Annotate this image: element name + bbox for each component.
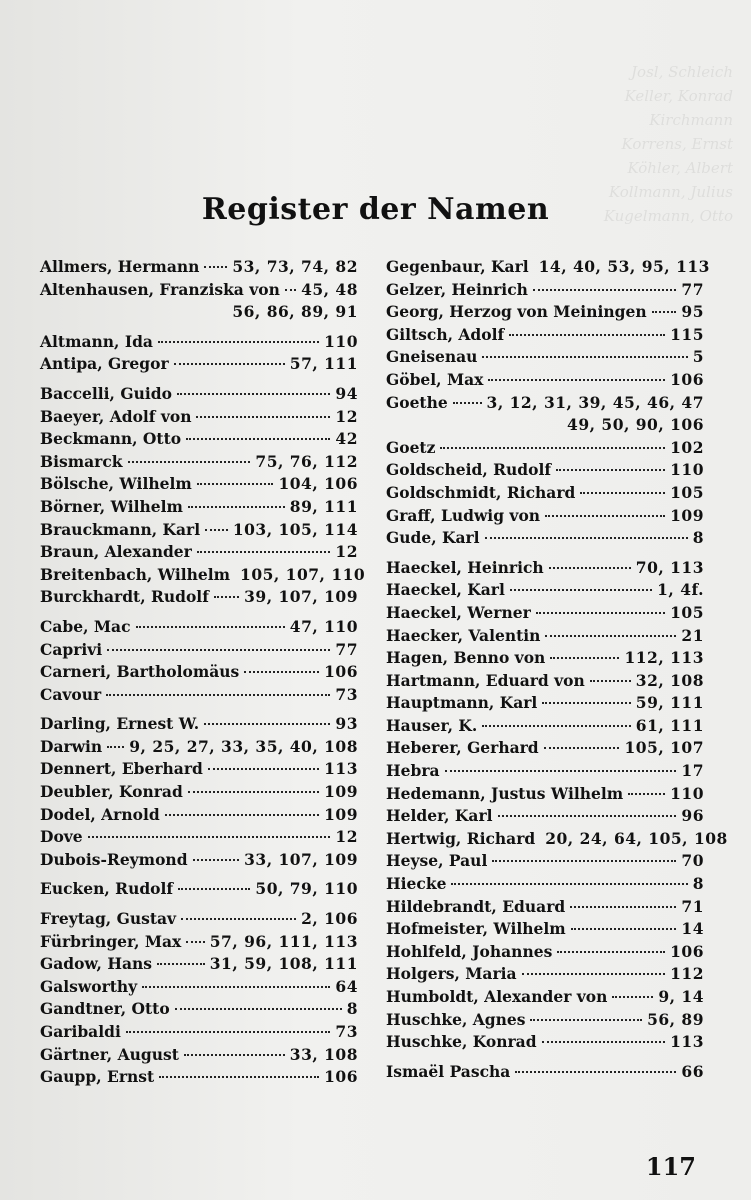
index-entry	[40, 1044, 358, 1067]
leader-dots	[177, 393, 331, 395]
leader-dots	[107, 649, 330, 651]
entry-pages: 109	[324, 782, 358, 802]
entry-pages: 53, 73, 74, 82	[232, 257, 358, 276]
leader-dots	[536, 612, 665, 614]
entry-name: Börner, Wilhelm	[40, 496, 183, 516]
entry-pages: 5	[692, 347, 704, 367]
entry-name: Hauser, K.	[386, 715, 478, 735]
index-entry	[386, 1031, 704, 1054]
index-entry	[40, 519, 358, 542]
entry-name: Haeckel, Heinrich	[386, 557, 544, 577]
entry-name: Georg, Herzog von Meiningen	[386, 302, 647, 322]
entry-name: Graff, Ludwig von	[386, 505, 541, 525]
entry-pages: 66	[681, 1061, 704, 1081]
leader-dots	[181, 918, 296, 920]
leader-dots	[186, 438, 330, 440]
leader-dots	[510, 589, 652, 591]
entry-pages: 8	[692, 874, 704, 894]
leader-dots	[580, 492, 665, 494]
index-entry	[386, 459, 704, 482]
leader-dots	[193, 859, 240, 861]
leader-dots	[509, 334, 665, 336]
entry-pages: 105	[670, 602, 704, 622]
entry-name: Bismarck	[40, 451, 123, 471]
entry-name: Baccelli, Guido	[40, 383, 172, 403]
index-entry	[40, 878, 358, 901]
entry-name: Allmers, Hermann	[40, 257, 200, 276]
index-entry	[40, 1021, 358, 1044]
entry-name: Gude, Karl	[386, 528, 480, 548]
index-entry	[386, 986, 704, 1009]
index-entry	[40, 931, 358, 954]
entry-pages: 14	[681, 919, 704, 939]
index-entry	[386, 670, 704, 693]
index-entry	[386, 482, 704, 505]
index-entry	[40, 758, 358, 781]
index-entry	[386, 1061, 704, 1084]
entry-name: Goldschmidt, Richard	[386, 482, 576, 502]
leader-dots	[544, 747, 620, 749]
index-entry	[40, 804, 358, 827]
leader-dots	[88, 836, 331, 838]
leader-dots	[570, 906, 676, 908]
leader-dots	[549, 567, 631, 569]
index-entry	[386, 346, 704, 369]
entry-name: Dubois-Reymond	[40, 849, 188, 869]
entry-pages: 102	[670, 437, 704, 457]
leader-dots	[498, 815, 677, 817]
entry-pages: 77	[681, 279, 704, 299]
index-entry	[40, 639, 358, 662]
leader-dots	[445, 770, 677, 772]
leader-dots	[142, 986, 330, 988]
entry-name: Cabe, Mac	[40, 616, 131, 636]
index-entry	[386, 369, 704, 392]
entry-pages: 73	[335, 684, 358, 704]
entry-pages: 106	[324, 662, 358, 682]
index-entry	[386, 602, 704, 625]
entry-name: Heyse, Paul	[386, 851, 488, 871]
leader-dots	[159, 1076, 319, 1078]
entry-name: Hauptmann, Karl	[386, 693, 538, 713]
index-entry	[386, 557, 704, 580]
entry-pages-continuation: 56, 86, 89, 91	[232, 302, 358, 322]
index-entry	[40, 953, 358, 976]
leader-dots	[214, 596, 239, 598]
entry-pages: 3, 12, 31, 39, 45, 46, 47	[486, 392, 704, 412]
leader-dots	[204, 266, 227, 268]
entry-name: Hebra	[386, 761, 440, 781]
entry-name: Gaupp, Ernst	[40, 1067, 155, 1087]
leader-dots	[197, 551, 331, 553]
entry-name: Gandtner, Otto	[40, 999, 170, 1019]
entry-name: Hildebrandt, Eduard	[386, 896, 566, 916]
entry-name: Humboldt, Alexander von	[386, 987, 608, 1006]
index-entry	[40, 496, 358, 519]
entry-name: Dennert, Eberhard	[40, 759, 203, 779]
entry-name: Huschke, Agnes	[386, 1009, 526, 1029]
index-entry	[386, 828, 728, 851]
entry-pages: 94	[335, 383, 358, 403]
index-entry	[386, 805, 704, 828]
entry-name: Carneri, Bartholomäus	[40, 662, 240, 682]
leader-dots	[165, 814, 319, 816]
entry-name: Giltsch, Adolf	[386, 324, 505, 344]
index-entry	[386, 625, 704, 648]
entry-name: Breitenbach, Wilhelm	[40, 564, 231, 584]
leader-dots	[188, 506, 285, 508]
entry-pages: 8	[692, 528, 704, 548]
entry-name: Gadow, Hans	[40, 954, 153, 974]
entry-name: Antipa, Gregor	[40, 354, 169, 374]
entry-pages: 106	[670, 941, 704, 961]
index-entry	[40, 713, 358, 736]
entry-name: Bölsche, Wilhelm	[40, 474, 192, 494]
entry-pages: 110	[324, 331, 358, 351]
leader-dots	[542, 702, 630, 704]
leader-dots	[128, 461, 251, 463]
entry-name: Haeckel, Werner	[386, 602, 531, 622]
entry-name: Gärtner, August	[40, 1044, 179, 1064]
entry-pages: 106	[670, 369, 704, 389]
entry-pages: 20, 24, 64, 105, 108	[545, 828, 728, 848]
leader-dots	[208, 768, 319, 770]
index-entry	[40, 684, 358, 707]
leader-dots	[285, 289, 296, 291]
entry-name: Baeyer, Adolf von	[40, 406, 192, 426]
entry-pages: 112, 113	[624, 648, 704, 668]
index-entry	[40, 279, 358, 302]
leader-dots	[550, 657, 619, 659]
leader-dots	[451, 883, 687, 885]
entry-pages: 95	[681, 302, 704, 322]
index-entry	[40, 564, 366, 587]
index-entry	[386, 301, 704, 324]
entry-name: Caprivi	[40, 639, 103, 659]
entry-pages: 106	[324, 1067, 358, 1087]
entry-pages: 12	[335, 827, 358, 847]
entry-name: Hertwig, Richard	[386, 828, 536, 848]
index-entry	[40, 473, 358, 496]
entry-name: Haeckel, Karl	[386, 580, 505, 600]
entry-pages: 77	[335, 639, 358, 659]
leader-dots	[453, 402, 482, 404]
index-entry	[40, 383, 358, 406]
index-column-right	[386, 256, 728, 1083]
index-entry	[40, 428, 358, 451]
leader-dots	[188, 791, 319, 793]
leader-dots	[186, 941, 204, 943]
leader-dots	[106, 694, 330, 696]
index-entry	[386, 692, 704, 715]
entry-name: Goethe	[386, 392, 448, 412]
entry-pages: 109	[670, 505, 704, 525]
index-entry	[40, 736, 358, 759]
entry-pages: 8	[346, 999, 358, 1019]
entry-pages: 47, 110	[289, 616, 358, 636]
entry-pages: 113	[670, 1032, 704, 1052]
index-entry	[386, 941, 704, 964]
entry-name: Hedemann, Justus Wilhelm	[386, 783, 624, 803]
leader-dots	[545, 515, 665, 517]
entry-pages: 70	[681, 851, 704, 871]
leader-dots	[492, 860, 676, 862]
index-entry	[386, 896, 704, 919]
leader-dots	[522, 973, 666, 975]
entry-pages: 12	[335, 406, 358, 426]
index-entry	[40, 541, 358, 564]
leader-dots	[571, 928, 677, 930]
index-entry	[386, 324, 704, 347]
entry-pages: 57, 96, 111, 113	[209, 931, 358, 951]
page-number: 117	[645, 1152, 696, 1181]
entry-name: Holgers, Maria	[386, 964, 517, 984]
entry-pages: 73	[335, 1022, 358, 1041]
index-entry	[386, 850, 704, 873]
index-entry	[386, 737, 704, 760]
entry-pages: 42	[335, 429, 358, 449]
entry-pages: 33, 107, 109	[244, 849, 358, 869]
entry-name: Freytag, Gustav	[40, 909, 177, 929]
leader-dots	[244, 671, 319, 673]
leader-dots	[652, 311, 677, 313]
leader-dots	[196, 416, 330, 418]
index-entry	[386, 963, 704, 986]
index-entry	[40, 908, 358, 931]
entry-name: Hofmeister, Wilhelm	[386, 919, 566, 939]
entry-pages: 105	[670, 482, 704, 502]
entry-name: Gelzer, Heinrich	[386, 279, 528, 299]
leader-dots	[205, 529, 228, 531]
entry-pages: 71	[681, 896, 704, 916]
entry-name: Galsworthy	[40, 976, 138, 996]
entry-pages: 39, 107, 109	[244, 587, 358, 607]
show-through-text: Josl, Schleich Keller, Konrad Kirchmann Korrens, Ernst Köhler, Albert Kollmann, Julius Kugelmann, Otto	[603, 63, 733, 225]
entry-pages: 93	[335, 714, 358, 734]
entry-pages: 21	[681, 625, 704, 645]
entry-pages-continuation: 49, 50, 90, 106	[567, 415, 704, 435]
leader-dots	[612, 996, 653, 998]
leader-dots	[482, 356, 687, 358]
index-entry	[40, 1066, 358, 1089]
leader-dots	[440, 447, 665, 449]
index-entry	[40, 826, 358, 849]
leader-dots	[197, 483, 274, 485]
index-entry	[40, 353, 358, 376]
entry-name: Ismaël Pascha	[386, 1061, 511, 1081]
leader-dots	[530, 1019, 642, 1021]
entry-pages: 96	[681, 806, 704, 826]
entry-pages: 57, 111	[289, 354, 358, 374]
entry-name: Altmann, Ida	[40, 331, 153, 351]
leader-dots	[533, 289, 677, 291]
index-entry	[386, 256, 710, 279]
entry-pages: 103, 105, 114	[232, 519, 358, 539]
entry-name: Gegenbaur, Karl	[386, 257, 529, 276]
entry-pages: 75, 76, 112	[255, 451, 358, 471]
leader-dots	[204, 723, 330, 725]
leader-dots	[126, 1031, 331, 1033]
entry-name: Dove	[40, 827, 83, 847]
entry-name: Göbel, Max	[386, 369, 484, 389]
entry-pages: 109	[324, 804, 358, 824]
entry-pages: 61, 111	[635, 715, 704, 735]
leader-dots	[184, 1054, 285, 1056]
index-entry	[386, 647, 704, 670]
index-entry	[40, 451, 358, 474]
index-entry	[386, 579, 704, 602]
leader-dots	[545, 635, 676, 637]
entry-pages: 31, 59, 108, 111	[209, 954, 358, 974]
index-entry	[40, 256, 358, 279]
index-entry	[386, 279, 704, 302]
index-entry	[386, 783, 704, 806]
index-column-left	[40, 256, 366, 1089]
entry-name: Brauckmann, Karl	[40, 519, 201, 539]
leader-dots	[175, 1008, 342, 1010]
entry-pages: 110	[670, 460, 704, 480]
entry-name: Darling, Ernest W.	[40, 714, 200, 734]
entry-name: Goldscheid, Rudolf	[386, 460, 551, 480]
entry-name: Huschke, Konrad	[386, 1032, 537, 1052]
leader-dots	[174, 363, 285, 365]
entry-pages: 115	[670, 324, 704, 344]
entry-pages: 2, 106	[301, 909, 358, 929]
index-entry	[40, 661, 358, 684]
entry-pages: 104, 106	[278, 474, 358, 494]
entry-name: Gneisenau	[386, 347, 478, 367]
leader-dots	[542, 1041, 666, 1043]
entry-pages: 17	[681, 761, 704, 781]
entry-name: Hohlfeld, Johannes	[386, 941, 553, 961]
index-entry	[40, 781, 358, 804]
entry-name: Heberer, Gerhard	[386, 738, 539, 758]
entry-name: Deubler, Konrad	[40, 782, 183, 802]
entry-name: Hiecke	[386, 874, 447, 894]
index-entry	[386, 918, 704, 941]
entry-name: Garibaldi	[40, 1022, 121, 1041]
entry-pages: 110	[670, 783, 704, 803]
entry-pages: 32, 108	[635, 670, 704, 690]
entry-pages: 105, 107	[624, 738, 704, 758]
entry-pages: 14, 40, 53, 95, 113	[538, 257, 710, 276]
index-entry	[386, 505, 704, 528]
entry-name: Braun, Alexander	[40, 542, 192, 562]
index-entry	[386, 437, 704, 460]
index-entry	[386, 527, 704, 550]
leader-dots	[157, 963, 205, 965]
entry-name: Goetz	[386, 437, 436, 457]
entry-pages: 9, 14	[658, 987, 704, 1006]
entry-pages: 9, 25, 27, 33, 35, 40, 108	[129, 736, 358, 756]
leader-dots	[158, 341, 319, 343]
index-entry	[386, 873, 704, 896]
entry-pages: 59, 111	[635, 693, 704, 713]
index-entry	[40, 586, 358, 609]
index-entry	[386, 760, 704, 783]
entry-name: Darwin	[40, 736, 103, 756]
entry-pages: 50, 79, 110	[255, 879, 358, 899]
index-entry	[40, 331, 358, 354]
leader-dots	[136, 626, 285, 628]
entry-pages: 12	[335, 542, 358, 562]
entry-pages: 64	[335, 976, 358, 996]
leader-dots	[590, 680, 631, 682]
entry-name: Haecker, Valentin	[386, 625, 541, 645]
index-entry	[40, 616, 358, 639]
index-entry	[386, 715, 704, 738]
leader-dots	[488, 379, 665, 381]
leader-dots	[178, 888, 250, 890]
leader-dots	[107, 746, 124, 748]
index-entry	[40, 849, 358, 872]
entry-name: Hagen, Benno von	[386, 648, 546, 668]
entry-pages: 56, 89	[647, 1009, 704, 1029]
entry-name: Burckhardt, Rudolf	[40, 587, 209, 607]
leader-dots	[485, 537, 688, 539]
index-entry	[386, 392, 704, 415]
index-entry	[40, 998, 358, 1021]
leader-dots	[628, 793, 665, 795]
entry-pages: 89, 111	[289, 496, 358, 516]
entry-name: Hartmann, Eduard von	[386, 670, 585, 690]
index-entry	[386, 1009, 704, 1032]
index-entry	[40, 976, 358, 999]
leader-dots	[482, 725, 631, 727]
entry-name: Fürbringer, Max	[40, 931, 182, 951]
entry-pages: 113	[324, 759, 358, 779]
entry-pages: 70, 113	[635, 557, 704, 577]
entry-pages: 33, 108	[289, 1044, 358, 1064]
leader-dots	[556, 469, 665, 471]
leader-dots	[557, 951, 665, 953]
entry-pages: 105, 107, 110	[240, 564, 366, 584]
entry-pages: 45, 48	[301, 279, 358, 299]
entry-name: Dodel, Arnold	[40, 804, 160, 824]
index-entry	[40, 406, 358, 429]
entry-name: Helder, Karl	[386, 806, 493, 826]
leader-dots	[515, 1071, 676, 1073]
entry-name: Eucken, Rudolf	[40, 879, 174, 899]
entry-name: Altenhausen, Franziska von	[40, 279, 280, 299]
entry-name: Beckmann, Otto	[40, 429, 182, 449]
entry-pages: 1, 4f.	[657, 580, 704, 600]
page-title: Register der Namen	[201, 192, 550, 227]
entry-pages: 112	[670, 964, 704, 984]
entry-name: Cavour	[40, 684, 102, 704]
